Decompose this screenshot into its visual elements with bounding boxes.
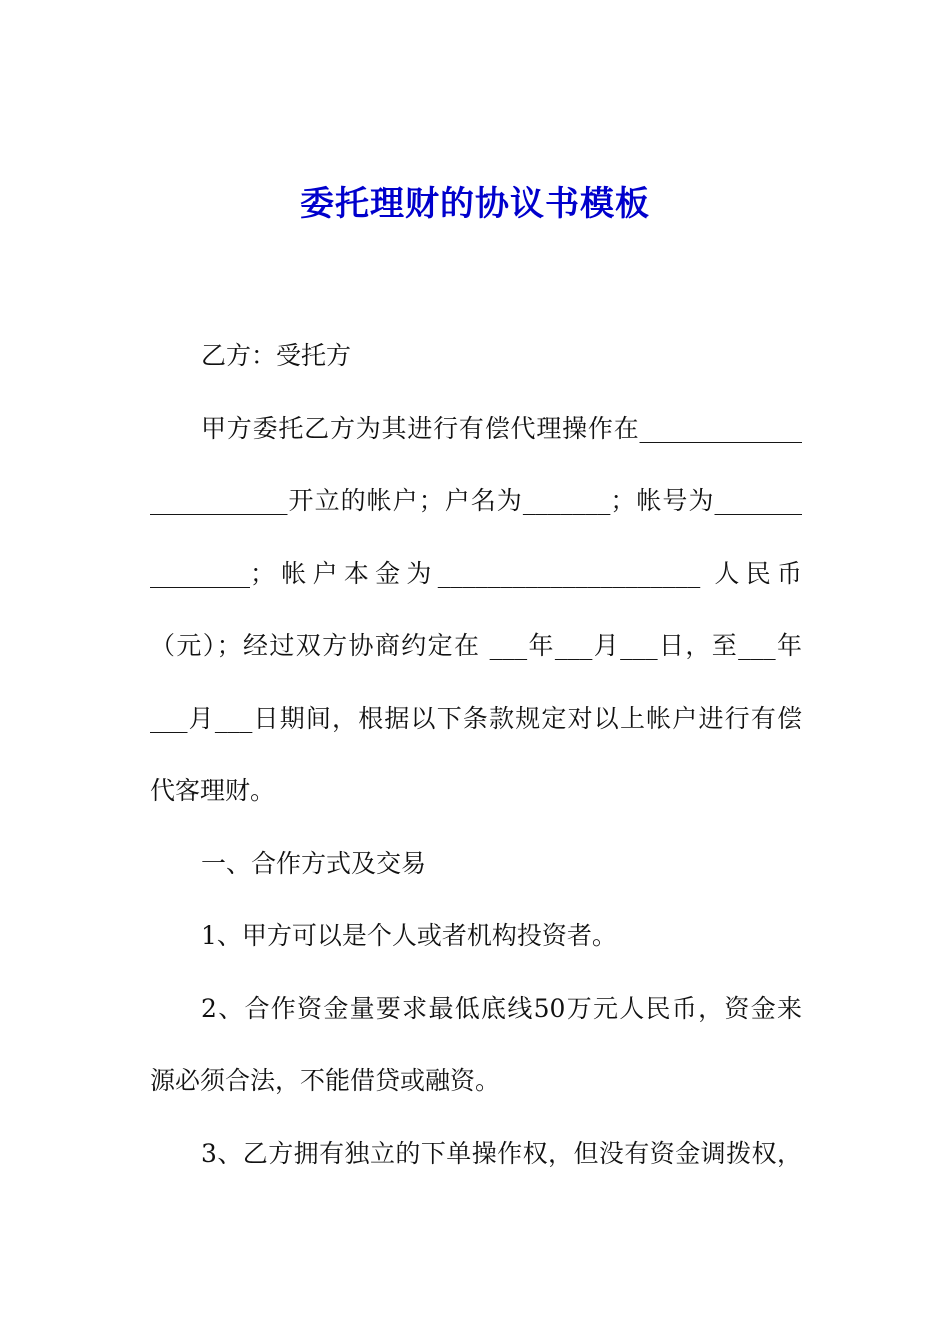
text-line: 甲方委托乙方为其进行有偿代理操作在_____________ xyxy=(201,413,802,443)
text-line: （元）；经过双方协商约定在 ___年___月___日，至___年 xyxy=(150,631,802,660)
text-line: ________；帐户本金为_____________________ 人民币 xyxy=(150,558,802,588)
text-line: 3、乙方拥有独立的下单操作权，但没有资金调拨权， xyxy=(201,1138,802,1168)
text-line: 代客理财。 xyxy=(150,776,276,805)
text-line: ___月___日期间，根据以下条款规定对以上帐户进行有偿 xyxy=(150,703,802,733)
section-heading: 一、合作方式及交易 xyxy=(201,848,427,878)
text-line: 源必须合法，不能借贷或融资。 xyxy=(150,1066,501,1095)
document-body xyxy=(150,320,802,1190)
document-title: 委托理财的协议书模板 xyxy=(300,184,650,224)
text-line: 1、甲方可以是个人或者机构投资者。 xyxy=(201,921,617,950)
text-line: 2、合作资金量要求最低底线50万元人民币，资金来 xyxy=(201,993,802,1023)
text-line: 乙方：受托方 xyxy=(201,341,352,370)
text-line: ___________开立的帐户；户名为_______；帐号为_______ xyxy=(150,486,802,515)
